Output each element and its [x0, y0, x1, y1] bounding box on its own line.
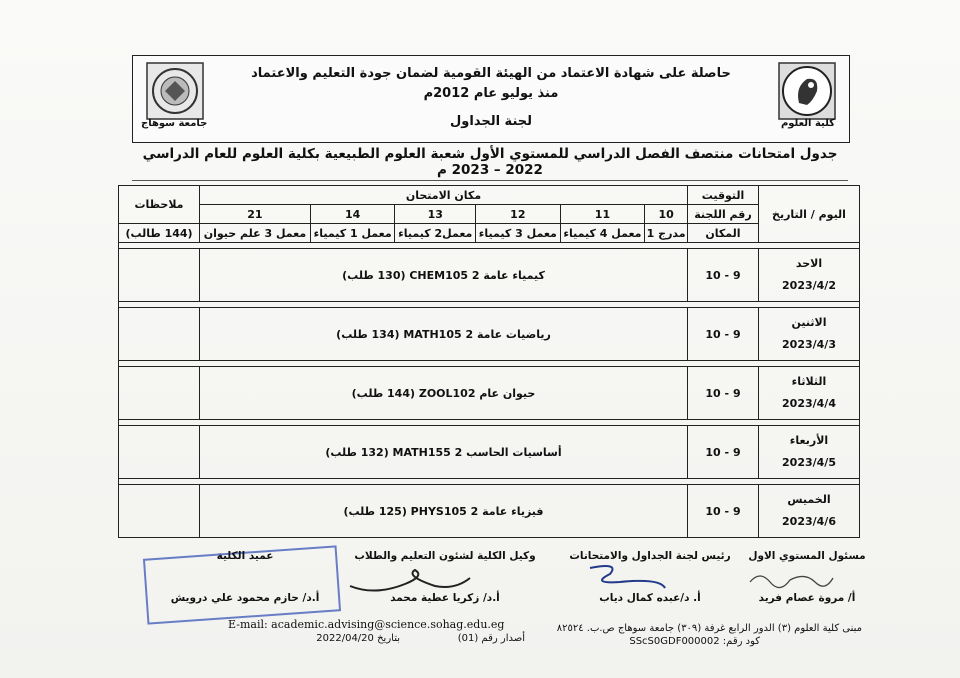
exam-time: 9 - 10 [688, 367, 759, 420]
exam-schedule-table [118, 185, 860, 538]
exam-time: 9 - 10 [688, 249, 759, 302]
room-name: مدرج 1 [645, 224, 688, 243]
timing-header: التوقيت [688, 186, 759, 205]
letterhead [132, 55, 850, 143]
signature-title: عميد الكلية [216, 550, 274, 562]
signature-name: أ. د/عبده كمال دياب [599, 592, 701, 604]
table-row [119, 485, 860, 538]
day-date-cell [759, 485, 860, 538]
course-cell: فيزياء عامة 2 PHYS105 (125 طلب) [200, 485, 688, 538]
day-name: الخميس [787, 493, 831, 506]
footer-code: كود رقم: SScS0GDF000002 [629, 636, 760, 647]
signature-title: مسئول المستوي الاول [748, 550, 866, 562]
committee-name: لجنة الجداول [450, 114, 532, 129]
room-name: معمل 3 علم حيوان [200, 224, 311, 243]
room-name: معمل2 كيمياء [395, 224, 476, 243]
footer-issue: أصدار رقم (01) [457, 633, 525, 644]
exam-time: 9 - 10 [688, 426, 759, 479]
signature-name: أ/ مروة عصام فريد [758, 592, 856, 604]
signature-name: أ.د/ حازم محمود علي درويش [170, 592, 320, 604]
handwritten-signature-icon [345, 566, 475, 596]
course-cell: حيوان عام ZOOL102 (144 طلب) [200, 367, 688, 420]
notes-cell [119, 249, 200, 302]
accreditation-date: منذ يوليو عام 2012م [423, 86, 559, 101]
room-name: معمل 1 كيمياء [310, 224, 395, 243]
table-row [119, 308, 860, 361]
signature-name: أ.د/ زكريا عطية محمد [390, 592, 500, 604]
signature-title: وكيل الكلية لشئون التعليم والطلاب [354, 550, 536, 562]
exam-date: 2023/4/3 [782, 338, 836, 351]
place-header: المكان [688, 224, 759, 243]
room-number: 10 [645, 205, 688, 224]
day-date-cell [759, 308, 860, 361]
room-number: 13 [395, 205, 476, 224]
notes-cell [119, 367, 200, 420]
room-number: 11 [560, 205, 645, 224]
handwritten-signature-icon [745, 568, 835, 590]
exam-place-header: مكان الامتحان [200, 186, 688, 205]
exam-date: 2023/4/4 [782, 397, 836, 410]
notes-cell [119, 308, 200, 361]
day-date-header: اليوم / التاريخ [759, 186, 860, 243]
table-row [119, 249, 860, 302]
day-date-cell [759, 249, 860, 302]
document-title: جدول امتحانات منتصف الفصل الدراسي للمستوي الأول شعبة العلوم الطبيعية بكلية العلوم للعام الدراسي 2022 – 2023 م [132, 146, 848, 181]
day-name: الاحد [795, 257, 823, 270]
exam-date: 2023/4/6 [782, 515, 836, 528]
handwritten-signature-icon [580, 560, 670, 594]
room-number: 21 [200, 205, 311, 224]
signature-title: رئيس لجنة الجداول والامتحانات [569, 550, 731, 562]
room-name: معمل 4 كيمياء [560, 224, 645, 243]
notes-cell [119, 426, 200, 479]
day-name: الاثنين [791, 316, 827, 329]
day-date-cell [759, 367, 860, 420]
day-date-cell [759, 426, 860, 479]
exam-date: 2023/4/2 [782, 279, 836, 292]
university-caption: جامعة سوهاج [141, 118, 208, 129]
committee-number-header: رقم اللجنة [688, 205, 759, 224]
faculty-caption: كلية العلوم [780, 118, 835, 129]
notes-value: (144 طالب) [119, 224, 200, 243]
day-name: الثلاثاء [791, 375, 827, 388]
notes-header: ملاحظات [119, 186, 200, 224]
course-cell: رياضيات عامة 2 MATH105 (134 طلب) [200, 308, 688, 361]
footer-date: بتاريخ 2022/04/20 [316, 633, 400, 644]
footer-address: مبنى كلية العلوم (٣) الدور الرابع غرفة (٣٠٩) جامعة سوهاج ص.ب. ٨٢٥٢٤ [556, 623, 862, 634]
accreditation-line: حاصلة على شهادة الاعتماد من الهيئة القومية لضمان جودة التعليم والاعتماد [251, 66, 731, 81]
room-number: 12 [476, 205, 561, 224]
footer-email: E-mail: academic.advising@science.sohag.edu.eg [228, 618, 505, 631]
table-row [119, 426, 860, 479]
signature-dean [170, 550, 320, 604]
room-name: معمل 3 كيمياء [476, 224, 561, 243]
day-name: الأربعاء [789, 434, 829, 447]
course-cell: كيمياء عامة 2 CHEM105 (130 طلب) [200, 249, 688, 302]
exam-time: 9 - 10 [688, 485, 759, 538]
room-number: 14 [310, 205, 395, 224]
notes-cell [119, 485, 200, 538]
course-cell: أساسيات الحاسب 2 MATH155 (132 طلب) [200, 426, 688, 479]
faculty-of-science-logo-icon [777, 61, 837, 121]
sohag-university-logo-icon [145, 61, 205, 121]
exam-time: 9 - 10 [688, 308, 759, 361]
exam-date: 2023/4/5 [782, 456, 836, 469]
table-row [119, 367, 860, 420]
